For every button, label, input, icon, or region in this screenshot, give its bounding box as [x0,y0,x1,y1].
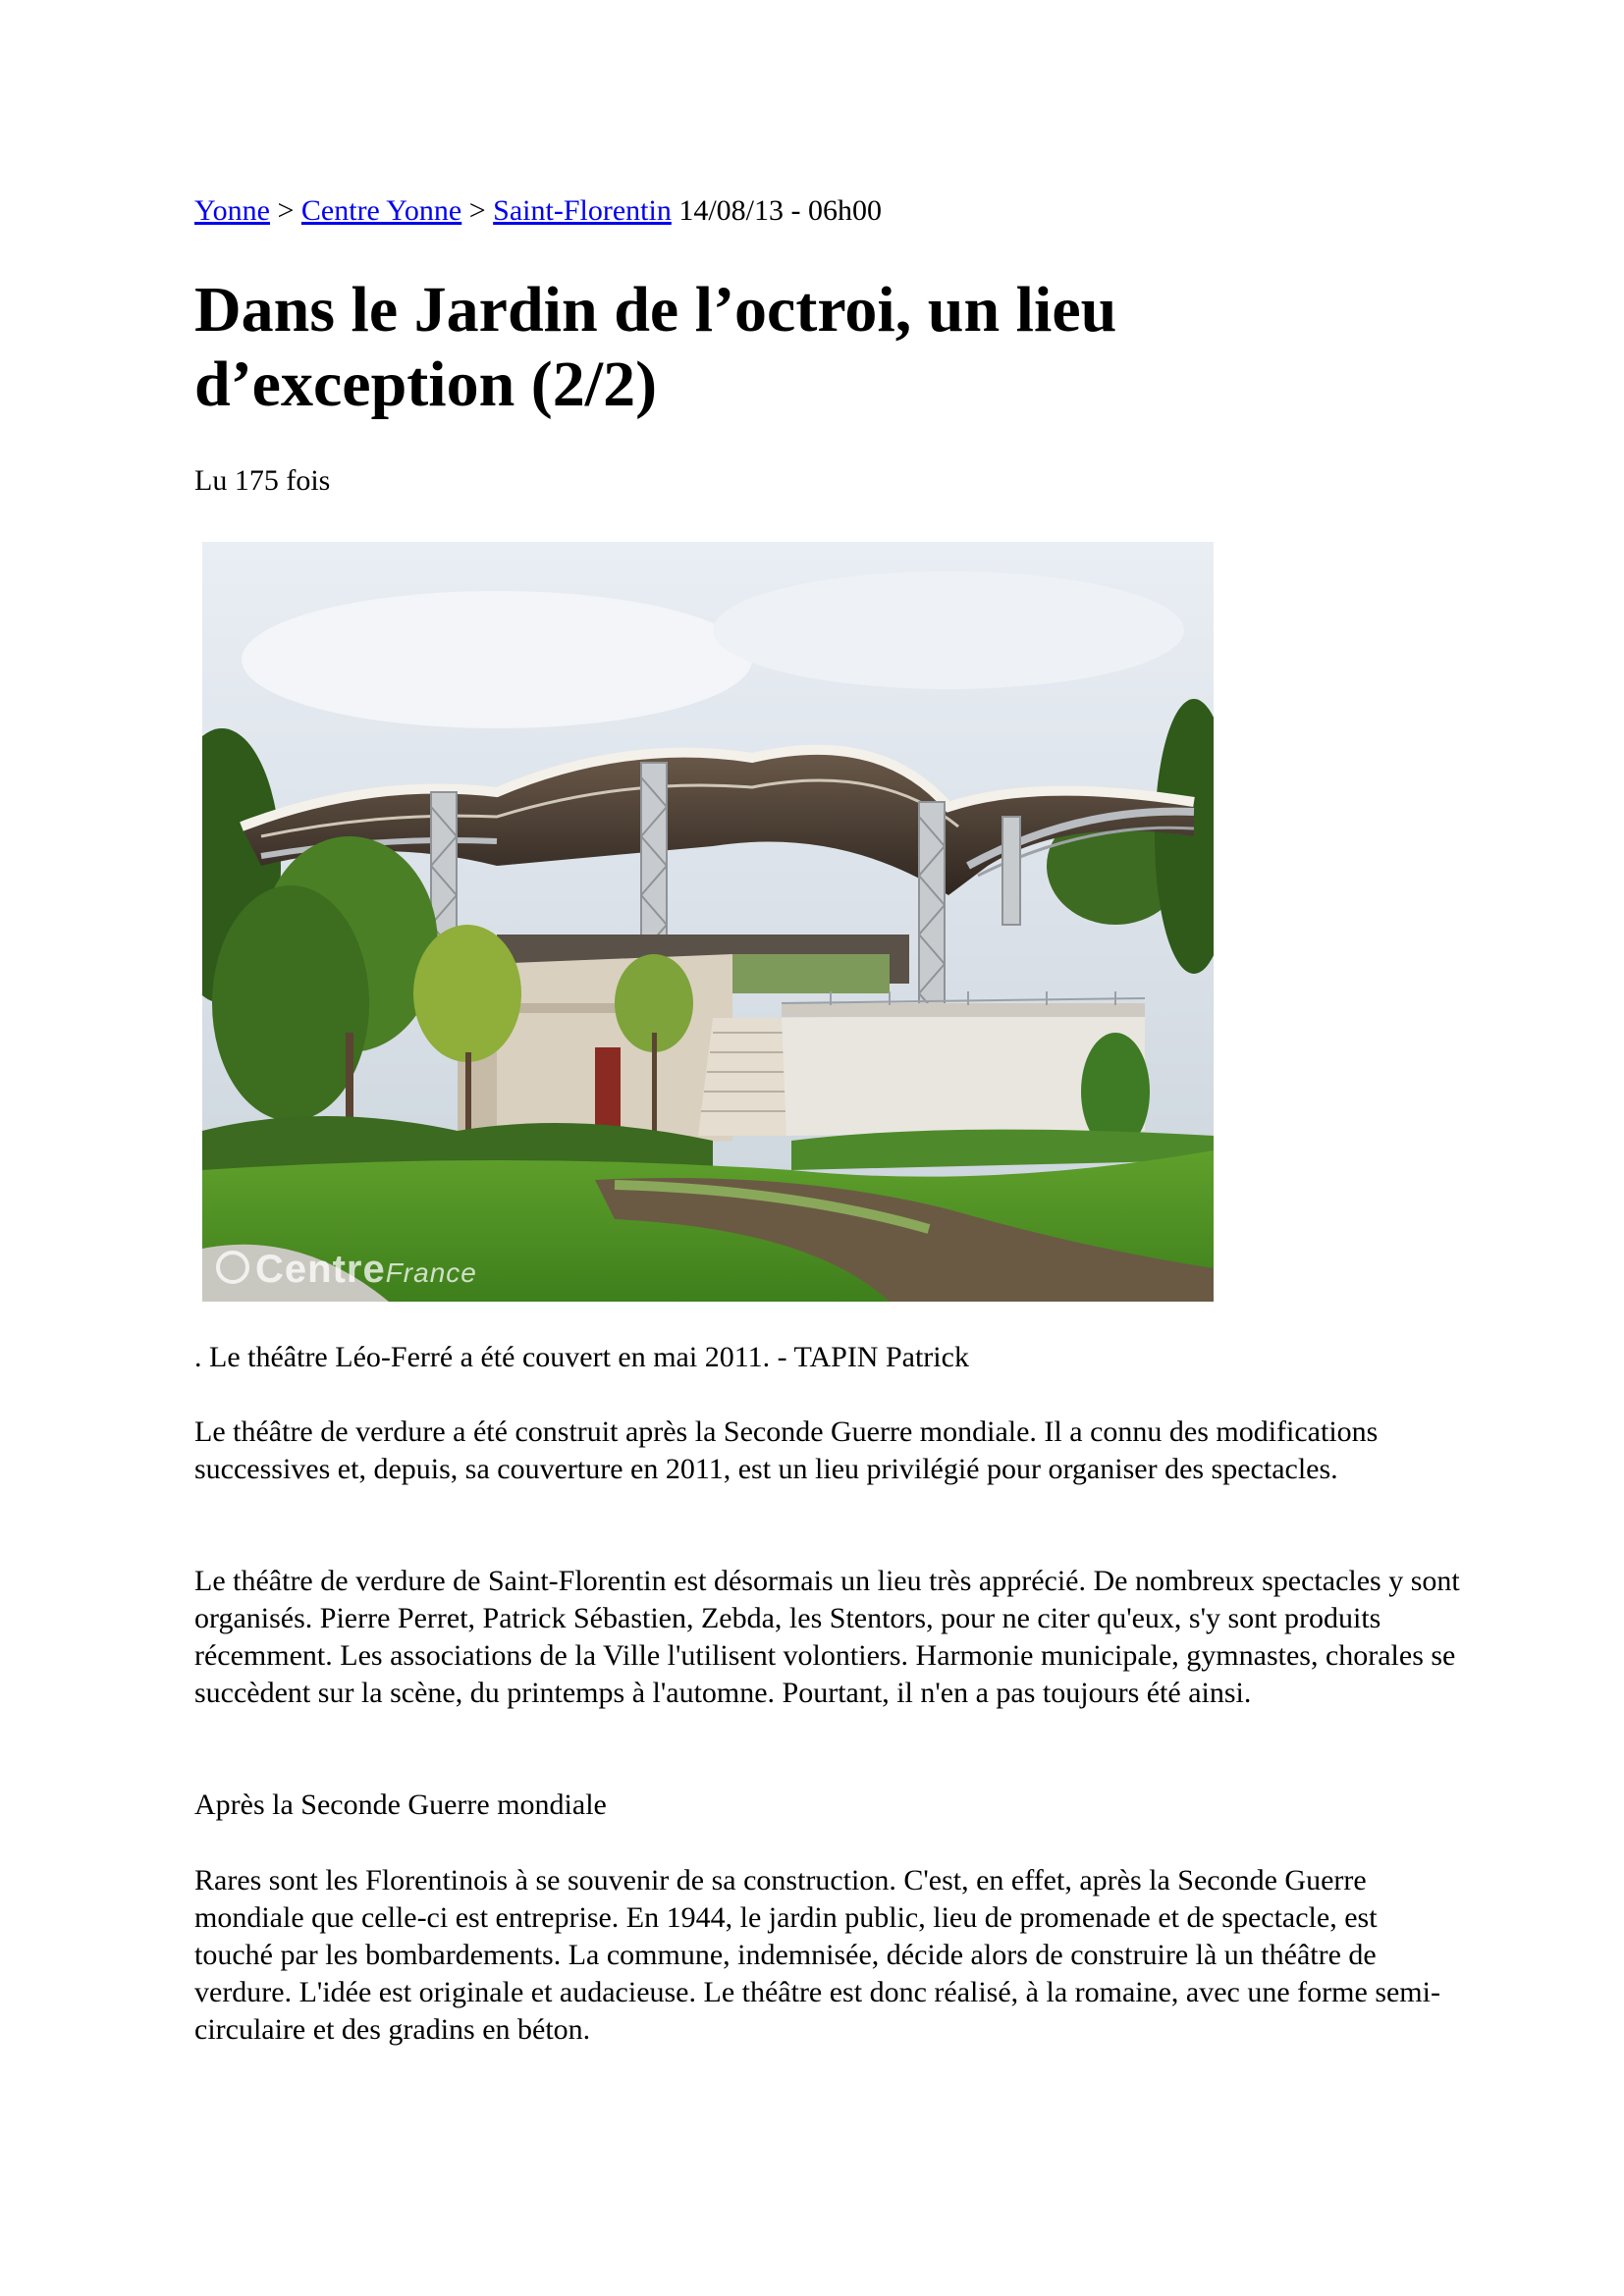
watermark-text: Centre [255,1248,386,1291]
paragraph-3: Rares sont les Florentinois à se souvenir de sa construction. C'est, en effet, après la Seconde Guerre mondiale que celle-ci est entreprise. En 1944, le jardin public, lieu de promenade et de spectacle, est touché par les bombardements. La commune, indemnisée, décide alors de construire là un théâtre de verdure. L'idée est originale et audacieuse. Le théâtre est donc réalisé, à la romaine, avec une forme semi-circulaire et des gradins en béton. [194,1864,1440,2046]
read-count: Lu 175 fois [194,464,331,497]
centre-france-watermark-logo [216,1248,477,1292]
theatre-photo-illustration [202,542,1214,1302]
breadcrumb-link-yonne[interactable]: Yonne [194,194,270,227]
watermark-subtext: France [385,1257,477,1288]
section-heading: Après la Seconde Guerre mondiale [194,1789,607,1821]
watermark-circle-icon [216,1251,249,1284]
paragraph-2: Le théâtre de verdure de Saint-Florentin est désormais un lieu très apprécié. De nombreux spectacles y sont organisés. Pierre Perret, Patrick Sébastien, Zebda, les Stentors, pour ne citer qu'eux, s'y sont produits récemment. Les associations de la Ville l'utilisent volontiers. Harmonie municipale, gymnastes, chorales se succèdent sur la scène, du printemps à l'automne. Pourtant, il n'en a pas toujours été ainsi. [194,1565,1460,1709]
breadcrumb-separator: > [277,194,295,227]
breadcrumb-link-saint-florentin[interactable]: Saint-Florentin [493,194,672,227]
article-title: Dans le Jardin de l’octroi, un lieu d’exception (2/2) [194,274,1117,420]
article-photo [202,542,1214,1302]
publication-datetime: 14/08/13 - 06h00 [678,194,882,227]
paragraph-1: Le théâtre de verdure a été construit après la Seconde Guerre mondiale. Il a connu des modifications successives et, depuis, sa couverture en 2011, est un lieu privilégié pour organiser des spectacles. [194,1415,1379,1485]
breadcrumb-link-centre-yonne[interactable]: Centre Yonne [300,194,462,227]
breadcrumb [194,191,882,231]
photo-caption: . Le théâtre Léo-Ferré a été couvert en mai 2011. - TAPIN Patrick [194,1341,969,1373]
breadcrumb-separator: > [468,194,486,227]
